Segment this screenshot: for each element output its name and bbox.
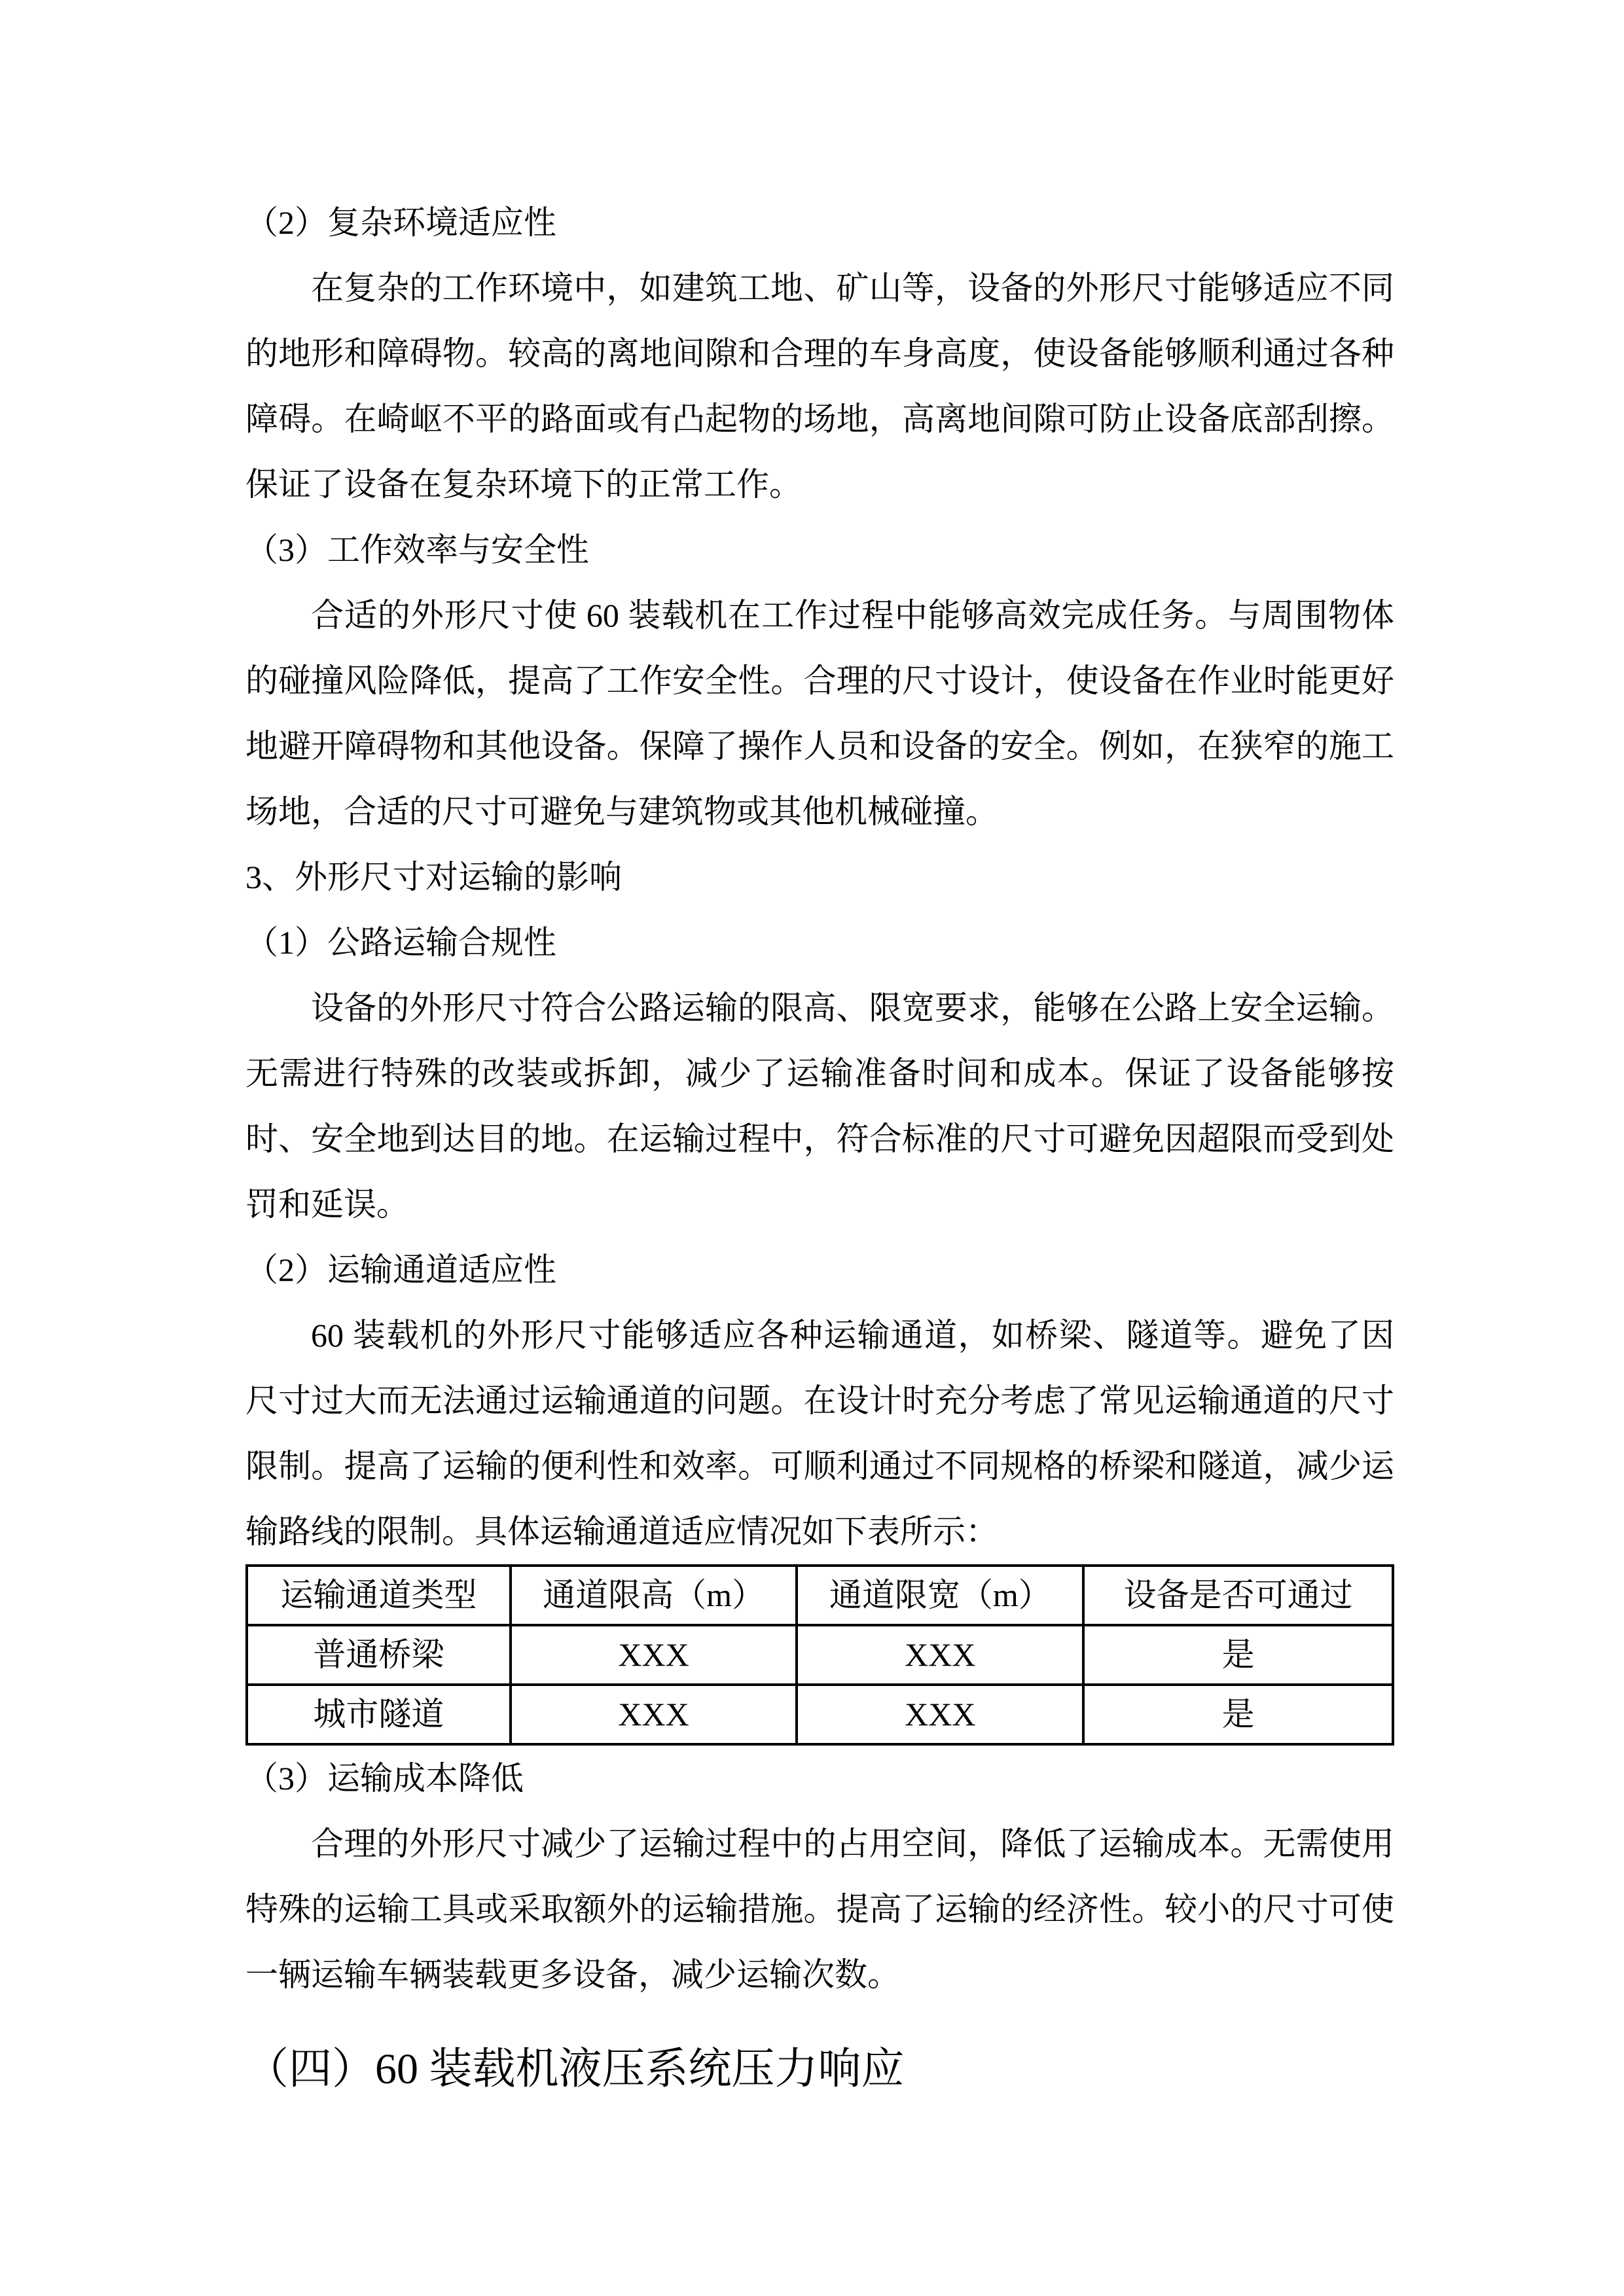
para-complex-env: 在复杂的工作环境中，如建筑工地、矿山等，设备的外形尺寸能够适应不同的地形和障碍物。较高的离地间隙和合理的车身高度，使设备能够顺利通过各种障碍。在崎岖不平的路面或有凸起物的场地，高离地间隙可防止设备底部刮擦。保证了设备在复杂环境下的正常工作。 [245, 270, 1394, 503]
para-road-compliance: 设备的外形尺寸符合公路运输的限高、限宽要求，能够在公路上安全运输。无需进行特殊的改装或拆卸，减少了运输准备时间和成本。保证了设备能够按时、安全地到达目的地。在运输过程中，符合标准的尺寸可避免因超限而受到处罚和延误。 [245, 990, 1394, 1223]
heading-road-compliance: （1）公路运输合规性 [245, 924, 556, 961]
table-header-height-limit: 通道限高（m） [511, 1566, 797, 1625]
para-efficiency-safety: 合适的外形尺寸使 60 装载机在工作过程中能够高效完成任务。与周围物体的碰撞风险降低，提高了工作安全性。合理的尺寸设计，使设备在作业时能更好地避开障碍物和其他设备。保障了操作人员和设备的安全。例如，在狭窄的施工场地，合适的尺寸可避免与建筑物或其他机械碰撞。 [245, 597, 1394, 830]
table-row [247, 1685, 1393, 1744]
heading-channel-adapt: （2）运输通道适应性 [245, 1251, 556, 1288]
table-cell-width-limit: XXX [797, 1625, 1083, 1685]
table-cell-height-limit: XXX [511, 1625, 797, 1685]
para-cost-reduction: 合理的外形尺寸减少了运输过程中的占用空间，降低了运输成本。无需使用特殊的运输工具或采取额外的运输措施。提高了运输的经济性。较小的尺寸可使一辆运输车辆装载更多设备，减少运输次数。 [245, 1825, 1394, 1993]
table-header-passable: 设备是否可通过 [1083, 1566, 1393, 1625]
heading-transport-impact: 3、外形尺寸对运输的影响 [245, 859, 622, 895]
heading-cost-reduction: （3）运输成本降低 [245, 1760, 524, 1797]
table-cell-channel-type: 城市隧道 [247, 1685, 511, 1744]
table-header-width-limit: 通道限宽（m） [797, 1566, 1083, 1625]
table-row [247, 1625, 1393, 1685]
heading-efficiency-safety: （3）工作效率与安全性 [245, 531, 589, 568]
table-cell-channel-type: 普通桥梁 [247, 1625, 511, 1685]
table-header-row [247, 1566, 1393, 1625]
heading-complex-env: （2）复杂环境适应性 [245, 204, 556, 241]
table-cell-width-limit: XXX [797, 1685, 1083, 1744]
transport-channel-table [245, 1564, 1394, 1746]
table-cell-passable: 是 [1083, 1625, 1393, 1685]
table-header-channel-type: 运输通道类型 [247, 1566, 511, 1625]
table-cell-passable: 是 [1083, 1685, 1393, 1744]
para-channel-adapt: 60 装载机的外形尺寸能够适应各种运输通道，如桥梁、隧道等。避免了因尺寸过大而无法通过运输通道的问题。在设计时充分考虑了常见运输通道的尺寸限制。提高了运输的便利性和效率。可顺利通过不同规格的桥梁和隧道，减少运输路线的限制。具体运输通道适应情况如下表所示： [245, 1317, 1394, 1550]
heading-hydraulic-response: （四）60 装载机液压系统压力响应 [245, 2045, 905, 2093]
table-cell-height-limit: XXX [511, 1685, 797, 1744]
